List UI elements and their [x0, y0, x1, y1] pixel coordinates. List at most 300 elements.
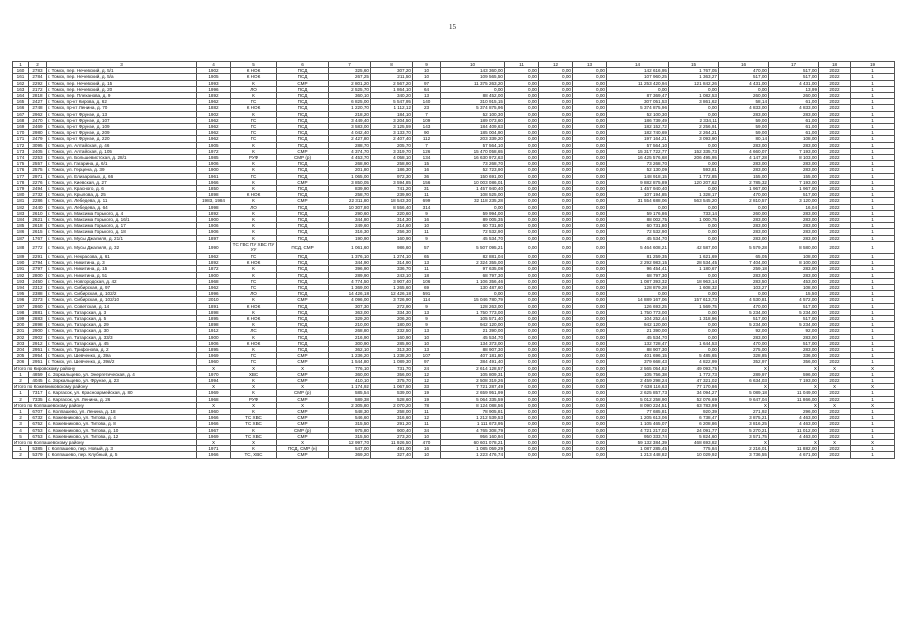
table-cell: 32 118 235,28: [441, 198, 505, 204]
table-cell: 1: [851, 390, 895, 396]
address-cell: г. Томск, пр-кт Кирова, д. 62: [47, 99, 197, 105]
table-cell: 189 073,60: [441, 117, 505, 123]
table-cell: СМР: [277, 452, 329, 458]
table-cell: 142 616,95: [607, 68, 669, 74]
table-cell: 1 750 773,00: [607, 309, 669, 315]
table-cell: 108,00: [769, 284, 819, 290]
column-number-cell: 14: [607, 62, 669, 68]
address-cell: г. Томск, пер. Плеханова, д. 9: [47, 93, 197, 99]
table-cell: К: [231, 309, 277, 315]
table-cell: ПСД: [277, 229, 329, 235]
table-cell: 184: [13, 217, 29, 223]
table-cell: 143: [413, 124, 441, 130]
table-cell: 0,00: [539, 427, 573, 433]
table-cell: 547,00: [329, 446, 371, 452]
table-cell: 0,00: [573, 167, 607, 173]
table-cell: 0,00: [539, 346, 573, 352]
table-cell: 283,00: [769, 142, 819, 148]
table-cell: 283,00: [719, 161, 769, 167]
table-cell: ПСД: [277, 130, 329, 136]
table-cell: 2022: [819, 130, 851, 136]
subtotal-cell: Х: [769, 439, 819, 445]
table-cell: 0,00: [539, 266, 573, 272]
table-cell: 5 234,00: [719, 322, 769, 328]
table-cell: 5 824,60: [669, 433, 719, 439]
table-cell: ПСД: [277, 124, 329, 130]
table-cell: 4 453,70: [329, 155, 371, 161]
table-cell: 0,00: [505, 284, 539, 290]
table-cell: 57 564,10: [441, 142, 505, 148]
table-cell: ТС ХВС: [231, 421, 277, 427]
table-cell: 2022: [819, 148, 851, 154]
table-cell: 975,80: [329, 427, 371, 433]
table-cell: 1 864,10: [371, 86, 413, 92]
table-cell: 1892: [197, 210, 231, 216]
table-cell: 0,00: [573, 124, 607, 130]
table-cell: К: [231, 334, 277, 340]
address-cell: г. Томск, ул. Большевистская, д. 28/1: [47, 155, 197, 161]
table-cell: 3 736,55: [719, 452, 769, 458]
table-cell: 23: [413, 105, 441, 111]
table-cell: 1: [851, 124, 895, 130]
table-cell: 185: [13, 223, 29, 229]
table-cell: 105 809,31: [441, 371, 505, 377]
table-cell: 69: [413, 284, 441, 290]
table-cell: 107 194,85: [607, 192, 669, 198]
table-cell: 16 630 972,63: [441, 155, 505, 161]
table-cell: 283,00: [769, 272, 819, 278]
table-cell: 0,00: [505, 322, 539, 328]
table-cell: 143 360,00: [441, 68, 505, 74]
table-cell: 1898: [197, 322, 231, 328]
table-cell: 283,00: [719, 272, 769, 278]
table-cell: 1 065,00: [329, 173, 371, 179]
table-cell: СМР (р): [277, 390, 329, 396]
table-cell: 160,90: [371, 334, 413, 340]
table-cell: 1902: [197, 68, 231, 74]
table-cell: 1: [851, 229, 895, 235]
table-cell: 11: [413, 266, 441, 272]
table-cell: 2 324 355,00: [441, 260, 505, 266]
table-cell: 0,00: [505, 415, 539, 421]
table-cell: 7317: [29, 390, 47, 396]
table-cell: 2276: [29, 179, 47, 185]
table-cell: 1962: [197, 99, 231, 105]
table-cell: 205: [13, 353, 29, 359]
table-cell: 5 507 095,21: [441, 241, 505, 253]
table-cell: 336,70: [371, 266, 413, 272]
subtotal-cell: 2 565 054,82: [607, 365, 669, 371]
table-cell: 5 270,21: [719, 427, 769, 433]
table-cell: 3 861,62: [669, 99, 719, 105]
table-cell: 1996: [197, 86, 231, 92]
table-cell: 2022: [819, 396, 851, 402]
address-cell: г. Томск, ул. Максима Горького, д. 16/1: [47, 217, 197, 223]
table-cell: 0,00: [573, 99, 607, 105]
table-cell: 1 213 448,82: [607, 452, 669, 458]
table-cell: 2732: [29, 192, 47, 198]
table-cell: 2818: [29, 93, 47, 99]
table-cell: 12: [413, 415, 441, 421]
table-cell: 4 822,99: [669, 359, 719, 365]
table-cell: 155,00: [719, 173, 769, 179]
table-cell: 0,00: [539, 142, 573, 148]
table-cell: 114: [413, 297, 441, 303]
table-cell: ПСД: [277, 235, 329, 241]
table-cell: 356,00: [769, 359, 819, 365]
table-cell: 0,00: [573, 86, 607, 92]
table-cell: 0,00: [539, 173, 573, 179]
table-cell: 314,30: [371, 217, 413, 223]
table-cell: 2022: [819, 346, 851, 352]
table-cell: 72 532,90: [441, 229, 505, 235]
table-cell: 0,00: [573, 235, 607, 241]
table-cell: 2784: [29, 74, 47, 80]
table-cell: 10: [413, 340, 441, 346]
table-cell: 0,00: [505, 192, 539, 198]
table-cell: 2022: [819, 390, 851, 396]
table-cell: 956 160,94: [441, 433, 505, 439]
table-cell: 1: [851, 408, 895, 414]
table-cell: 0,00: [505, 377, 539, 383]
table-cell: 0,00: [669, 142, 719, 148]
table-cell: 0,00: [573, 130, 607, 136]
table-cell: ПСД, СМР (н): [277, 446, 329, 452]
table-cell: 14 889 167,06: [607, 297, 669, 303]
subtotal-cell: Х: [769, 402, 819, 408]
table-cell: 11 253 420,94: [607, 80, 669, 86]
subtotal-cell: 776,10: [329, 365, 371, 371]
table-cell: 0,00: [505, 253, 539, 259]
table-cell: 1: [13, 390, 29, 396]
table-cell: 1: [851, 117, 895, 123]
table-cell: ГС: [231, 284, 277, 290]
table-cell: 0,00: [573, 161, 607, 167]
table-cell: 16,04: [769, 204, 819, 210]
table-cell: К: [231, 111, 277, 117]
subtotal-cell: 63 783,99: [669, 402, 719, 408]
table-cell: 104 252,44: [607, 315, 669, 321]
table-cell: 0,00: [573, 297, 607, 303]
table-cell: 1892: [197, 93, 231, 99]
table-cell: 183: [13, 210, 29, 216]
table-cell: 0,00: [539, 105, 573, 111]
column-number-cell: 19: [851, 62, 895, 68]
table-cell: 10 003 086,01: [441, 179, 505, 185]
table-cell: 197 164,21: [607, 136, 669, 142]
table-cell: 1: [851, 334, 895, 340]
table-cell: 10: [413, 68, 441, 74]
table-cell: 199: [13, 315, 29, 321]
table-cell: 0,00: [719, 291, 769, 297]
table-cell: 283,00: [769, 223, 819, 229]
table-cell: 18: [413, 272, 441, 278]
table-cell: 8 556,40: [371, 204, 413, 210]
subtotal-cell: 0,00: [573, 439, 607, 445]
address-cell: г. Томск, ул. Сибирская, д. 97: [47, 284, 197, 290]
address-cell: г. Томск, ул. Татарская, д. 30: [47, 328, 197, 334]
table-cell: 517,00: [769, 74, 819, 80]
table-cell: 0,00: [505, 148, 539, 154]
table-cell: 2783: [29, 68, 47, 74]
table-cell: 3095: [29, 142, 47, 148]
table-cell: 1 967,00: [769, 186, 819, 192]
table-cell: ПСД: [277, 315, 329, 321]
table-cell: 2902: [29, 334, 47, 340]
table-cell: 1 457 940,40: [441, 186, 505, 192]
table-cell: 0,00: [573, 272, 607, 278]
table-cell: 2 567,20: [371, 80, 413, 86]
table-cell: 11 012,00: [769, 427, 819, 433]
subtotal-cell: Х: [719, 365, 769, 371]
table-cell: 3 726,90: [371, 297, 413, 303]
table-cell: 0,00: [505, 303, 539, 309]
table-cell: 0,00: [573, 80, 607, 86]
table-cell: 73 268,70: [607, 161, 669, 167]
table-cell: 1: [851, 105, 895, 111]
table-cell: 161: [13, 74, 29, 80]
address-cell: г. Томск, пр-кт Фрунзе, д. 109: [47, 124, 197, 130]
table-cell: 165: [13, 99, 29, 105]
table-cell: К: [231, 210, 277, 216]
table-cell: 15 317 722,77: [607, 148, 669, 154]
table-cell: 307,20: [371, 68, 413, 74]
table-cell: 5385: [29, 446, 47, 452]
table-cell: 2022: [819, 291, 851, 297]
address-cell: с. Кожевниково, ул. Титова, д. 8: [47, 421, 197, 427]
table-cell: 45 534,70: [607, 235, 669, 241]
table-cell: 384 491,40: [441, 359, 505, 365]
table-cell: 0,00: [539, 99, 573, 105]
subtotal-cell: Х: [231, 402, 277, 408]
subtotal-cell: Х: [851, 365, 895, 371]
table-cell: К: [231, 217, 277, 223]
table-cell: 170: [13, 130, 29, 136]
table-cell: 130 487,60: [441, 284, 505, 290]
table-cell: СМР: [277, 179, 329, 185]
table-cell: 0,00: [573, 303, 607, 309]
table-cell: 0,00: [573, 408, 607, 414]
table-cell: 6753: [29, 433, 47, 439]
table-cell: 52 100,30: [441, 111, 505, 117]
table-cell: 546,60: [329, 415, 371, 421]
table-cell: 327,40: [371, 452, 413, 458]
table-cell: 243,10: [371, 272, 413, 278]
table-cell: 31 554 688,06: [607, 198, 669, 204]
table-cell: 285,90: [371, 340, 413, 346]
table-cell: 0,00: [539, 359, 573, 365]
table-cell: К: [231, 266, 277, 272]
table-cell: 316,30: [329, 229, 371, 235]
table-cell: ГС: [231, 173, 277, 179]
subtotal-cell: Х: [851, 402, 895, 408]
table-cell: 2022: [819, 192, 851, 198]
table-cell: 1900: [197, 217, 231, 223]
table-cell: 36: [413, 173, 441, 179]
table-cell: ПСД: [277, 117, 329, 123]
table-cell: 1960: [197, 359, 231, 365]
table-cell: 77 685,81: [607, 408, 669, 414]
table-cell: 0,00: [539, 260, 573, 266]
table-cell: К: [231, 223, 277, 229]
address-cell: г. Томск, ул. Сибирская, д. 102/2: [47, 291, 197, 297]
table-cell: 1898: [197, 309, 231, 315]
table-cell: 0,00: [505, 371, 539, 377]
table-cell: 0,00: [573, 68, 607, 74]
table-cell: 1990: [197, 241, 231, 253]
table-cell: К: [231, 167, 277, 173]
table-cell: ТС ХВС: [231, 433, 277, 439]
subtotal-cell: Х: [719, 439, 769, 445]
table-cell: 0,00: [573, 390, 607, 396]
table-cell: 0,00: [669, 309, 719, 315]
table-cell: 1 220,70: [329, 105, 371, 111]
table-cell: 4 042,40: [329, 130, 371, 136]
table-cell: 106: [413, 278, 441, 284]
address-cell: г. Томск, ул. Татарская, д. 45: [47, 340, 197, 346]
table-cell: 2022: [819, 68, 851, 74]
table-cell: 1: [851, 377, 895, 383]
table-cell: 1962: [197, 253, 231, 259]
table-cell: 9: [413, 303, 441, 309]
table-cell: 162: [13, 80, 29, 86]
table-cell: К: [231, 235, 277, 241]
table-cell: 1 180,67: [669, 266, 719, 272]
table-cell: 491,00: [371, 446, 413, 452]
table-cell: 1: [851, 93, 895, 99]
table-cell: 34 094,27: [669, 390, 719, 396]
table-cell: 2 810,57: [719, 198, 769, 204]
table-cell: 1 112,12: [371, 105, 413, 111]
table-cell: 1: [851, 99, 895, 105]
table-cell: 12: [413, 377, 441, 383]
table-cell: 336,00: [769, 353, 819, 359]
table-cell: ПСД: [277, 309, 329, 315]
table-cell: 1 750 773,00: [441, 309, 505, 315]
table-cell: 288,70: [329, 142, 371, 148]
table-cell: 0,00: [505, 198, 539, 204]
table-cell: 1: [851, 322, 895, 328]
table-cell: 5 485,65: [669, 353, 719, 359]
table-cell: 0,00: [539, 340, 573, 346]
table-cell: 2022: [819, 427, 851, 433]
table-cell: 88 907,30: [607, 346, 669, 352]
table-cell: 2022: [819, 371, 851, 377]
table-cell: 1897: [197, 235, 231, 241]
table-cell: 13: [413, 309, 441, 315]
table-cell: 2900: [29, 328, 47, 334]
table-cell: 1: [851, 130, 895, 136]
table-cell: 179: [13, 186, 29, 192]
subtotal-cell: 0,00: [505, 384, 539, 390]
table-cell: 196: [13, 297, 29, 303]
subtotal-cell: Х: [231, 384, 277, 390]
table-cell: 596,00: [769, 371, 819, 377]
table-cell: 0,00: [573, 260, 607, 266]
table-cell: 0,00: [573, 198, 607, 204]
table-cell: 275,00: [719, 346, 769, 352]
table-cell: 0,00: [539, 210, 573, 216]
address-cell: г. Колпашево, пер. Клубный, д. 5: [47, 452, 197, 458]
table-cell: 0,00: [539, 297, 573, 303]
table-cell: 344,90: [329, 260, 371, 266]
table-cell: 96 454,41: [607, 266, 669, 272]
subtotal-cell: Х: [851, 384, 895, 390]
table-cell: 272,90: [371, 303, 413, 309]
table-cell: 0,00: [539, 68, 573, 74]
table-cell: 1966: [197, 415, 231, 421]
subtotal-cell: 8 090 224,51: [607, 402, 669, 408]
table-cell: 0,00: [573, 433, 607, 439]
table-cell: 3 449,40: [329, 117, 371, 123]
table-cell: 182 740,69: [607, 130, 669, 136]
table-cell: 1906: [197, 229, 231, 235]
table-cell: ТС ГВС ПУ ХВС ПУ УУ: [231, 241, 277, 253]
table-cell: 283,00: [769, 235, 819, 241]
table-cell: 283,00: [769, 346, 819, 352]
table-cell: 61,00: [769, 130, 819, 136]
table-cell: 1: [851, 315, 895, 321]
table-cell: 0,00: [669, 334, 719, 340]
table-cell: 80,14: [719, 136, 769, 142]
table-cell: 2022: [819, 86, 851, 92]
address-cell: г. Томск, пер. Нечевский, д. 15: [47, 80, 197, 86]
table-cell: 548,30: [329, 408, 371, 414]
table-cell: 0,00: [669, 291, 719, 297]
column-number-cell: 7: [329, 62, 371, 68]
table-cell: 164: [13, 93, 29, 99]
table-cell: 206 495,95: [669, 155, 719, 161]
table-cell: 175: [13, 161, 29, 167]
table-cell: 128 879,28: [607, 284, 669, 290]
table-cell: 0,00: [539, 396, 573, 402]
table-cell: 2022: [819, 111, 851, 117]
table-cell: 2022: [819, 186, 851, 192]
table-cell: 31: [413, 186, 441, 192]
table-cell: 2797: [29, 266, 47, 272]
table-cell: 0,00: [505, 117, 539, 123]
table-cell: 0,00: [573, 377, 607, 383]
table-cell: 5 234,00: [719, 309, 769, 315]
table-cell: 0,00: [539, 148, 573, 154]
table-cell: 88 002,75: [607, 217, 669, 223]
table-cell: 0,00: [539, 334, 573, 340]
table-cell: 0,00: [573, 266, 607, 272]
table-cell: 202: [13, 334, 29, 340]
table-cell: ПСД: [277, 278, 329, 284]
table-cell: 0,00: [607, 204, 669, 210]
table-cell: 58,14: [719, 99, 769, 105]
table-cell: 160: [13, 68, 29, 74]
table-cell: 2 459 298,24: [607, 377, 669, 383]
table-cell: 1993: [197, 80, 231, 86]
table-cell: 0,00: [441, 86, 505, 92]
table-cell: 1898: [197, 192, 231, 198]
table-cell: 2022: [819, 74, 851, 80]
table-cell: 401 696,15: [607, 353, 669, 359]
address-cell: г. Томск, ул. Алтайская, д. 46: [47, 142, 197, 148]
table-cell: 1: [851, 260, 895, 266]
table-cell: РУФ: [231, 396, 277, 402]
table-cell: 0,00: [573, 229, 607, 235]
table-cell: 3 816,25: [719, 421, 769, 427]
table-cell: 1 212 539,53: [441, 415, 505, 421]
table-cell: 950 333,74: [607, 433, 669, 439]
table-cell: 24 091,77: [669, 427, 719, 433]
table-cell: СМР: [277, 80, 329, 86]
table-cell: 1 087 285,45: [607, 446, 669, 452]
table-cell: 2022: [819, 433, 851, 439]
